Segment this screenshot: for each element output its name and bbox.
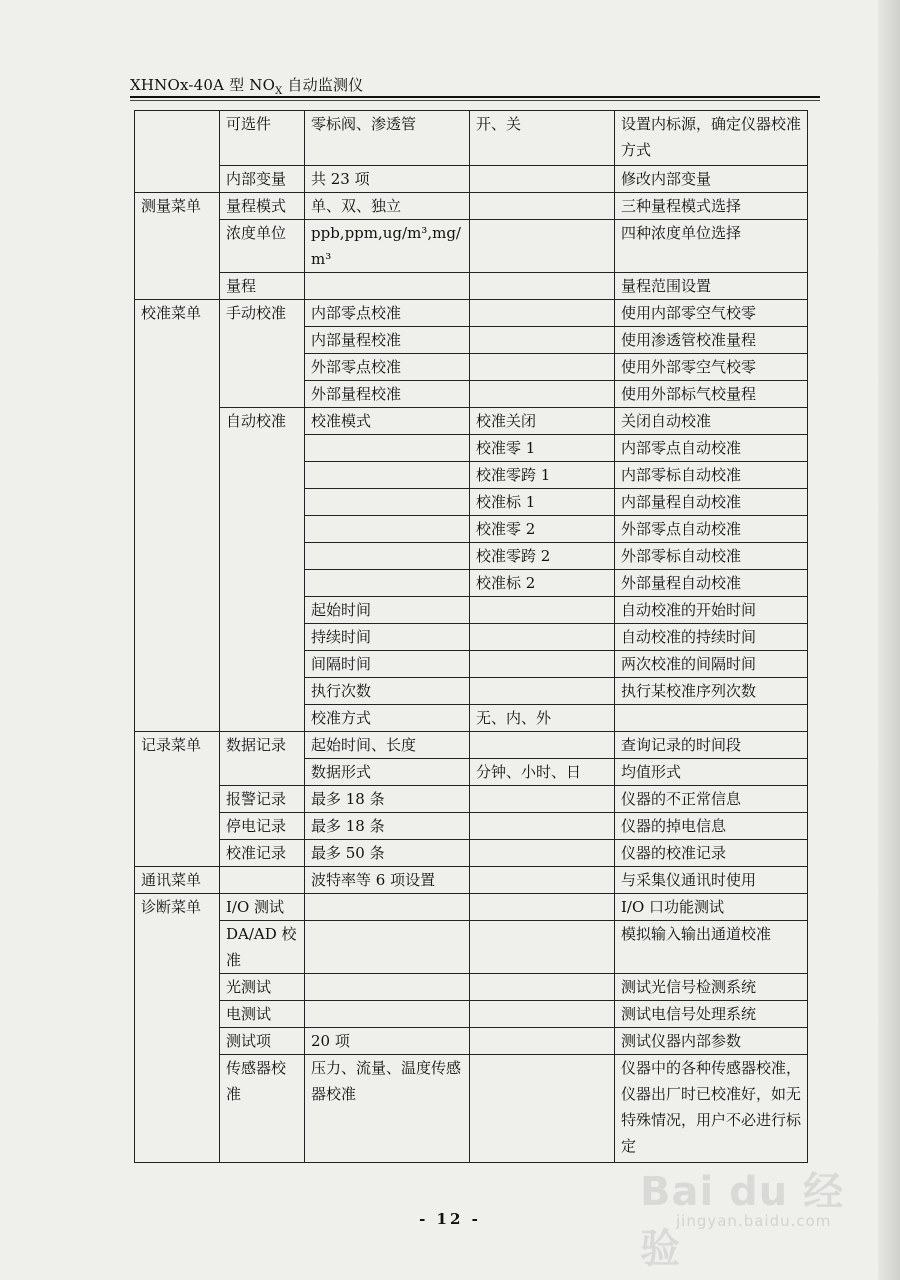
table-row [135, 974, 808, 1001]
table-cell-col3 [305, 894, 470, 921]
table-cell-col5: 测试电信号处理系统 [615, 1001, 808, 1028]
table-cell-col2: 量程模式 [220, 193, 305, 220]
table-cell-col1: 校准菜单 [135, 300, 220, 732]
table-cell-col4 [470, 300, 615, 327]
table-cell-col1: 记录菜单 [135, 732, 220, 867]
table-cell-col3 [305, 516, 470, 543]
table-cell-col2: 校准记录 [220, 840, 305, 867]
table-cell-col2: 内部变量 [220, 166, 305, 193]
table-cell-col4 [470, 867, 615, 894]
table-cell-col1: 通讯菜单 [135, 867, 220, 894]
table-row [135, 732, 808, 759]
table-cell-col3: 校准方式 [305, 705, 470, 732]
table-cell-col5: 外部量程自动校准 [615, 570, 808, 597]
table-cell-col4 [470, 894, 615, 921]
table-cell-col4 [470, 840, 615, 867]
table-cell-col3 [305, 489, 470, 516]
table-row [135, 1055, 808, 1163]
table-cell-col5: 仪器的不正常信息 [615, 786, 808, 813]
page-header [130, 74, 363, 97]
table-cell-col5: 模拟输入输出通道校准 [615, 921, 808, 974]
table-cell-col2 [220, 867, 305, 894]
table-cell-col5: 外部零点自动校准 [615, 516, 808, 543]
table-cell-col5: 自动校准的持续时间 [615, 624, 808, 651]
table-cell-col4 [470, 220, 615, 273]
table-cell-col4 [470, 974, 615, 1001]
table-cell-col3: 最多 18 条 [305, 813, 470, 840]
table-row [135, 1001, 808, 1028]
table-cell-col5: 与采集仪通讯时使用 [615, 867, 808, 894]
table-cell-col4: 开、关 [470, 111, 615, 166]
table-cell-col3: 间隔时间 [305, 651, 470, 678]
table-row [135, 220, 808, 273]
table-cell-col5: 执行某校准序列次数 [615, 678, 808, 705]
table-cell-col2: 停电记录 [220, 813, 305, 840]
table-cell-col3: 起始时间、长度 [305, 732, 470, 759]
table-cell-col4 [470, 813, 615, 840]
table-cell-col5: 使用渗透管校准量程 [615, 327, 808, 354]
watermark-site: jingyan.baidu.com [676, 1212, 832, 1230]
baidu-jingyan-watermark [640, 1160, 850, 1272]
table-cell-col4: 校准零跨 2 [470, 543, 615, 570]
table-cell-col2: DA/AD 校准 [220, 921, 305, 974]
table-row [135, 408, 808, 435]
table-cell-col4 [470, 1028, 615, 1055]
table-row [135, 166, 808, 193]
table-cell-col2: 数据记录 [220, 732, 305, 786]
table-cell-col3 [305, 921, 470, 974]
table-cell-col4: 校准标 2 [470, 570, 615, 597]
table-cell-col4 [470, 1001, 615, 1028]
table-cell-col4 [470, 651, 615, 678]
table-cell-col4: 分钟、小时、日 [470, 759, 615, 786]
table-cell-col4 [470, 193, 615, 220]
table-cell-col4 [470, 921, 615, 974]
table-cell-col4: 校准关闭 [470, 408, 615, 435]
table-row [135, 273, 808, 300]
table-cell-col3 [305, 435, 470, 462]
table-cell-col2: 浓度单位 [220, 220, 305, 273]
table-cell-col4 [470, 327, 615, 354]
table-row [135, 111, 808, 166]
table-cell-col4 [470, 678, 615, 705]
table-cell-col5: 关闭自动校准 [615, 408, 808, 435]
table-cell-col5: 仪器中的各种传感器校准，仪器出厂时已校准好，如无特殊情况，用户不必进行标定 [615, 1055, 808, 1163]
table-cell-col2: 测试项 [220, 1028, 305, 1055]
table-cell-col4: 校准标 1 [470, 489, 615, 516]
table-cell-col3: ppb,ppm,ug/m³,mg/m³ [305, 220, 470, 273]
table-cell-col2: 报警记录 [220, 786, 305, 813]
table-row [135, 193, 808, 220]
table-cell-col3: 起始时间 [305, 597, 470, 624]
table-cell-col3: 单、双、独立 [305, 193, 470, 220]
table-cell-col3: 数据形式 [305, 759, 470, 786]
table-cell-col3 [305, 974, 470, 1001]
table-cell-col4: 无、内、外 [470, 705, 615, 732]
table-row [135, 921, 808, 974]
table-cell-col5: 仪器的校准记录 [615, 840, 808, 867]
table-row [135, 1028, 808, 1055]
table-cell-col3: 内部零点校准 [305, 300, 470, 327]
table-cell-col4 [470, 786, 615, 813]
table-row [135, 840, 808, 867]
table-cell-col5: 三种量程模式选择 [615, 193, 808, 220]
table-row [135, 786, 808, 813]
table-cell-col5: 使用内部零空气校零 [615, 300, 808, 327]
header-rule [130, 96, 820, 98]
header-rule-thin [130, 100, 820, 101]
header-rest: 自动监测仪 [282, 76, 364, 94]
table-cell-col4 [470, 273, 615, 300]
table-cell-col3: 校准模式 [305, 408, 470, 435]
table-cell-col3: 执行次数 [305, 678, 470, 705]
table-cell-col3: 内部量程校准 [305, 327, 470, 354]
table-cell-col5: 修改内部变量 [615, 166, 808, 193]
table-cell-col2: 光测试 [220, 974, 305, 1001]
table-cell-col2: 手动校准 [220, 300, 305, 408]
table-cell-col5: 均值形式 [615, 759, 808, 786]
table-row [135, 867, 808, 894]
table-cell-col3: 零标阀、渗透管 [305, 111, 470, 166]
table-row [135, 300, 808, 327]
table-cell-col3: 20 项 [305, 1028, 470, 1055]
table-cell-col3: 波特率等 6 项设置 [305, 867, 470, 894]
table-cell-col2: 量程 [220, 273, 305, 300]
menu-spec-table [134, 110, 808, 1163]
table-cell-col3 [305, 462, 470, 489]
table-cell-col5: 量程范围设置 [615, 273, 808, 300]
page-number: - 12 - [419, 1210, 481, 1228]
table-cell-col4 [470, 354, 615, 381]
table-cell-col4 [470, 166, 615, 193]
table-cell-col2: 可选件 [220, 111, 305, 166]
table-cell-col4: 校准零 2 [470, 516, 615, 543]
table-cell-col5: 仪器的掉电信息 [615, 813, 808, 840]
watermark-brand: Bai du 经验 [640, 1169, 845, 1272]
table-cell-col2: 自动校准 [220, 408, 305, 732]
table-cell-col5: 测试仪器内部参数 [615, 1028, 808, 1055]
table-cell-col3 [305, 1001, 470, 1028]
table-row [135, 813, 808, 840]
table-cell-col1: 诊断菜单 [135, 894, 220, 1163]
table-row [135, 894, 808, 921]
header-model: XHNOx-40A 型 NO [130, 76, 276, 94]
table-cell-col5: 内部零标自动校准 [615, 462, 808, 489]
table-cell-col3: 持续时间 [305, 624, 470, 651]
table-cell-col5: 内部零点自动校准 [615, 435, 808, 462]
table-cell-col3 [305, 570, 470, 597]
page-edge [878, 0, 900, 1280]
table-cell-col5: 使用外部标气校量程 [615, 381, 808, 408]
table-cell-col5: I/O 口功能测试 [615, 894, 808, 921]
table-cell-col4 [470, 597, 615, 624]
table-cell-col5 [615, 705, 808, 732]
table-cell-col4: 校准零 1 [470, 435, 615, 462]
table-cell-col4 [470, 1055, 615, 1163]
table-cell-col3: 外部量程校准 [305, 381, 470, 408]
table-cell-col4 [470, 624, 615, 651]
table-cell-col3: 共 23 项 [305, 166, 470, 193]
table-cell-col3: 外部零点校准 [305, 354, 470, 381]
table-cell-col5: 自动校准的开始时间 [615, 597, 808, 624]
table-cell-col4: 校准零跨 1 [470, 462, 615, 489]
table-cell-col5: 外部零标自动校准 [615, 543, 808, 570]
table-cell-col2: I/O 测试 [220, 894, 305, 921]
table-cell-col5: 使用外部零空气校零 [615, 354, 808, 381]
table-cell-col5: 设置内标源，确定仪器校准方式 [615, 111, 808, 166]
table-cell-col2: 电测试 [220, 1001, 305, 1028]
table-cell-col5: 四种浓度单位选择 [615, 220, 808, 273]
table-cell-col1 [135, 111, 220, 193]
header-sub: X [275, 86, 283, 97]
table-cell-col5: 测试光信号检测系统 [615, 974, 808, 1001]
table-cell-col3: 压力、流量、温度传感器校准 [305, 1055, 470, 1163]
table-cell-col5: 两次校准的间隔时间 [615, 651, 808, 678]
table-cell-col3 [305, 543, 470, 570]
table-cell-col4 [470, 732, 615, 759]
table-cell-col2: 传感器校准 [220, 1055, 305, 1163]
table-cell-col3: 最多 18 条 [305, 786, 470, 813]
table-cell-col5: 查询记录的时间段 [615, 732, 808, 759]
table-cell-col4 [470, 381, 615, 408]
table-cell-col5: 内部量程自动校准 [615, 489, 808, 516]
table-cell-col1: 测量菜单 [135, 193, 220, 300]
table-cell-col3: 最多 50 条 [305, 840, 470, 867]
table-cell-col3 [305, 273, 470, 300]
